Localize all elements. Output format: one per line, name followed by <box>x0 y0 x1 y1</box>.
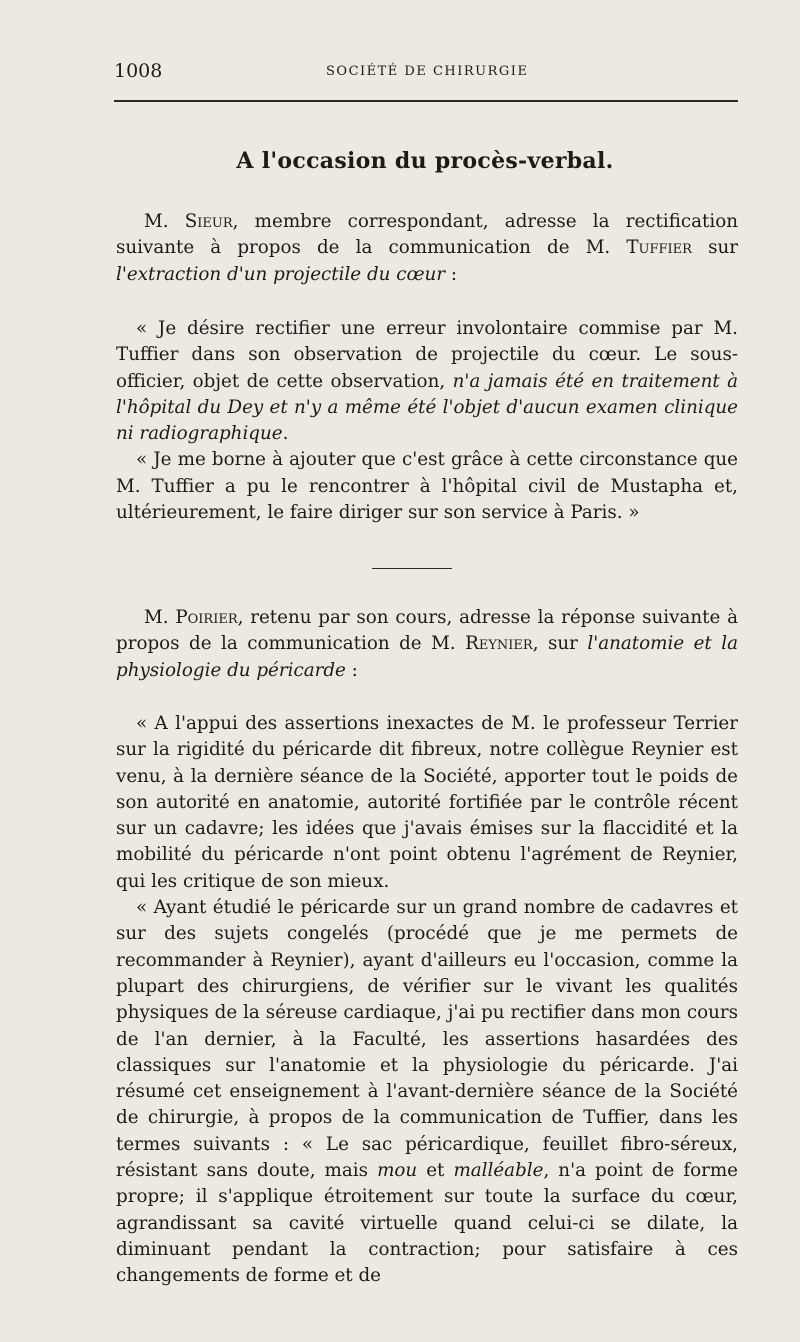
page-number: 1008 <box>114 60 163 82</box>
referenced-author: Reynier <box>465 633 533 655</box>
referenced-author: Tuffier <box>626 237 692 259</box>
body-paragraph-2: « Ayant étudié le péricarde sur un grand nombre de cadavres et sur des sujets congelés (procédé que je me permets de recommander à Reynier), ayant d'ailleurs eu l'occasion, comme la plupart des chirurgiens, de vérifier sur le vivant les qualités physiques de la séreuse cardiaque, j'ai pu rectifier dans mon cours de l'an dernier, à la Faculté, les assertions hasardées des classiques sur l'anatomie et la physiologie du péricarde. J'ai résumé cet enseignement à l'avant-dernière séance de la Société de chirurgie, à propos de la communication de Tuffier, dans les termes suivants : « Le sac péricardique, feuillet fibro-séreux, résistant sans doute, mais mou et malléable, n'a point de forme propre; il s'applique étroitement sur toute la surface du cœur, agrandissant sa cavité virtuelle quand celui-ci se dilate, la diminuant pendant la contraction; pour satisfaire à ces changements de forme et de <box>116 897 738 1287</box>
body-paragraph-1: « A l'appui des assertions inexactes de M. le professeur Terrier sur la rigidité du péricarde dit fibreux, notre collègue Reynier est venu, à la dernière séance de la Société, apporter tout le poids de son autorité en anatomie, autorité fortifiée par le contrôle récent sur un cadavre; les idées que j'avais émises sur la flaccidité et la mobilité du péricarde n'ont point obtenu l'agrément de Reynier, qui les critique de son mieux. <box>116 713 738 892</box>
communication-title: l'extraction d'un projectile du cœur <box>116 263 446 285</box>
quote-emphasis: n'a jamais été en traitement à l'hôpital du Dey et n'y a même été l'objet d'aucun examen clinique ni radiographique <box>116 370 739 445</box>
communication-title: l'anatomie et la physiologie du péricarde <box>116 633 738 681</box>
section-title: A l'occasion du procès-verbal. <box>236 148 614 174</box>
section-separator <box>372 568 452 569</box>
poirier-body <box>116 711 738 1290</box>
poirier-intro: M. Poirier, retenu par son cours, adresse la réponse suivante à propos de la communication de M. Reynier, sur l'anatomie et la physiologie du péricarde : <box>116 607 739 681</box>
sieur-intro: M. Sieur, membre correspondant, adresse la rectification suivante à propos de la communication de M. Tuffier sur l'extraction d'un projectile du cœur : <box>116 211 738 285</box>
running-title: SOCIÉTÉ DE CHIRURGIE <box>326 64 529 79</box>
header-rule <box>114 100 738 102</box>
author-name: Poirier <box>175 607 238 628</box>
author-name: Sieur <box>184 211 233 232</box>
quote-paragraph-2: « Je me borne à ajouter que c'est grâce à cette circonstance que M. Tuffier a pu le rencontrer à l'hôpital civil de Mustapha et, ultérieurement, le faire diriger sur son service à Paris. » <box>116 449 738 524</box>
page-header <box>114 60 734 88</box>
sieur-quote <box>116 316 738 526</box>
quote-paragraph-1: « Je désire rectifier une erreur involontaire commise par M. Tuffier dans son observation de projectile du cœur. Le sous-officier, objet de cette observation, n'a jamais été en traitement à l'hôpital du Dey et n'y a même été l'objet d'aucun examen clinique ni radiographique. <box>116 318 739 445</box>
